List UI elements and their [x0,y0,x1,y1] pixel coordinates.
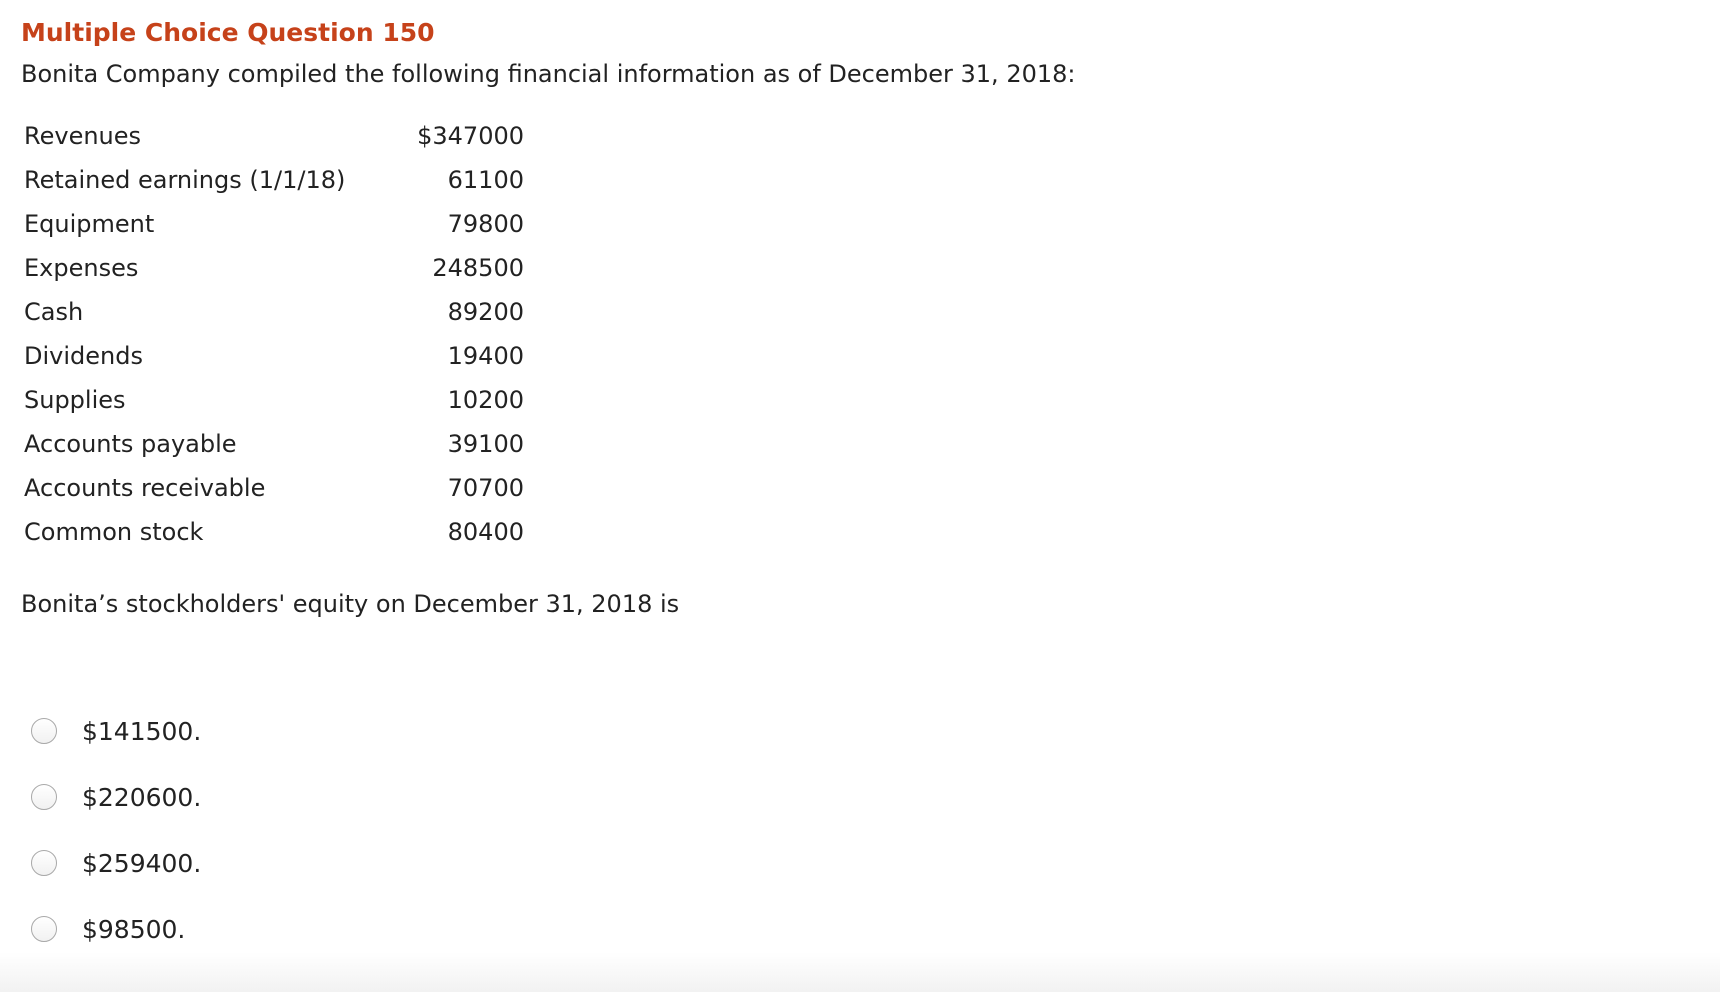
row-value: 39100 [447,430,524,458]
row-value: 19400 [447,342,524,370]
table-row [24,160,524,204]
radio-button[interactable] [31,718,57,744]
row-label: Retained earnings (1/1/18) [24,166,346,194]
option-label[interactable]: $259400. [82,849,202,878]
table-row [24,116,524,160]
row-label: Supplies [24,386,126,414]
row-label: Accounts payable [24,430,237,458]
question-stem: Bonita’s stockholders' equity on December 31, 2018 is [21,590,680,618]
question-intro: Bonita Company compiled the following financial information as of December 31, 2018: [21,60,1076,88]
row-value: 89200 [447,298,524,326]
bottom-gradient [0,952,1720,992]
row-value: 80400 [447,518,524,546]
radio-button[interactable] [31,850,57,876]
row-label: Equipment [24,210,155,238]
table-row [24,336,524,380]
row-label: Dividends [24,342,143,370]
option-label[interactable]: $141500. [82,717,202,746]
row-value: 70700 [447,474,524,502]
radio-button[interactable] [31,784,57,810]
table-row [24,468,524,512]
row-label: Common stock [24,518,204,546]
row-value: 10200 [447,386,524,414]
table-row [24,512,524,556]
option-label[interactable]: $220600. [82,783,202,812]
row-value: $347000 [417,122,524,150]
table-row [24,380,524,424]
row-label: Expenses [24,254,139,282]
row-value: 61100 [447,166,524,194]
row-label: Revenues [24,122,142,150]
table-row [24,424,524,468]
row-value: 248500 [432,254,524,282]
option-label[interactable]: $98500. [82,915,186,944]
radio-button[interactable] [31,916,57,942]
table-row [24,292,524,336]
row-label: Accounts receivable [24,474,266,502]
question-title: Multiple Choice Question 150 [21,18,435,47]
row-value: 79800 [447,210,524,238]
table-row [24,204,524,248]
financial-table [24,116,524,556]
row-label: Cash [24,298,84,326]
table-row [24,248,524,292]
